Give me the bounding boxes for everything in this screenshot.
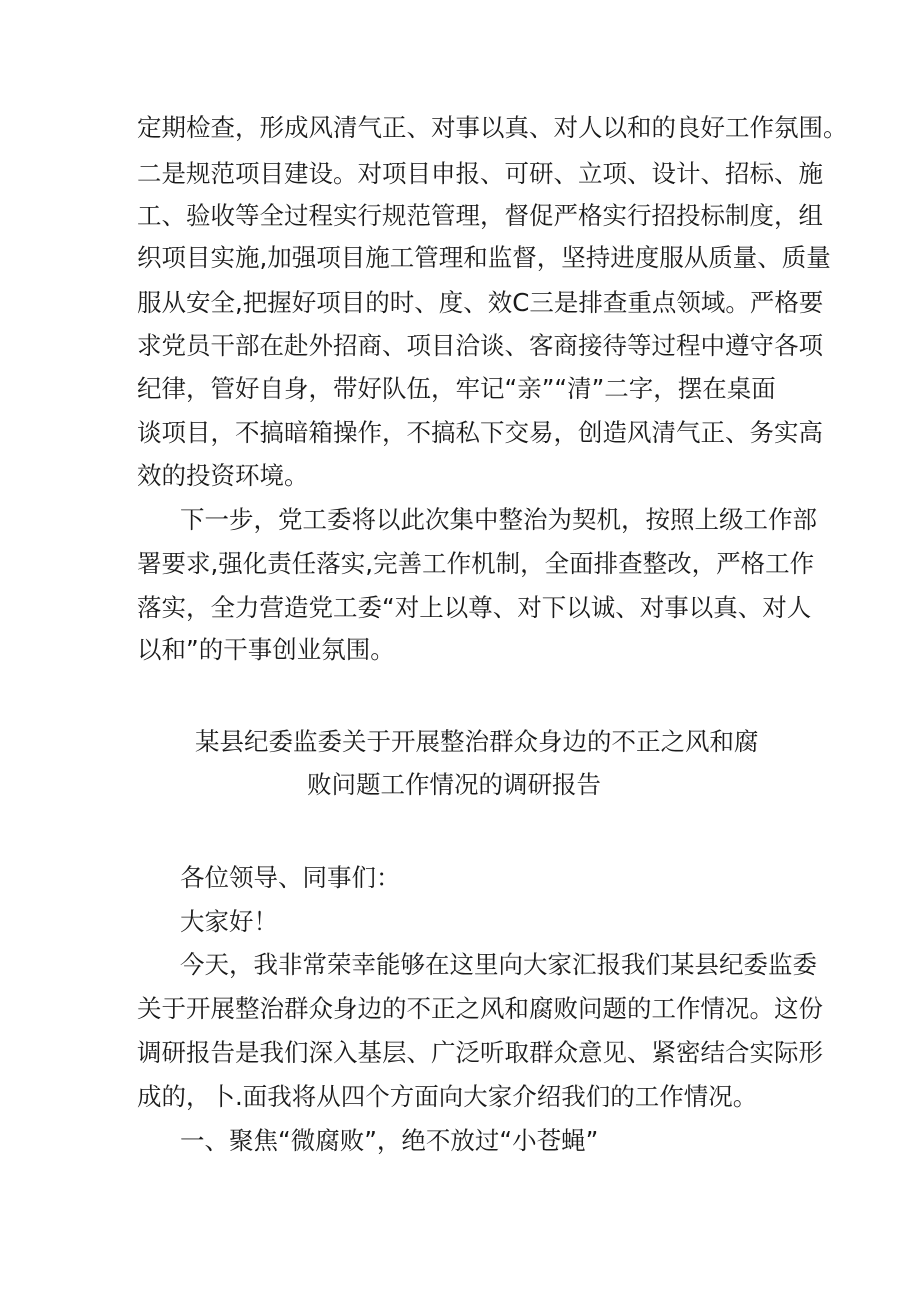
paragraph-2-line-1: 下一步，党工委将以此次集中整治为契机，按照上级工作部 [180, 505, 817, 534]
paragraph-2-line-2: 署要求,强化责任落实,完善工作机制，全面排查整改，严格工作 [137, 549, 815, 578]
paragraph-2-line-4: 以和”的干事创业氛围。 [137, 635, 395, 664]
greeting: 大家好！ [180, 907, 278, 936]
paragraph-2-line-3: 落实，全力营造党工委“对上以尊、对下以诚、对事以真、对人 [137, 593, 812, 622]
paragraph-1-line-8: 谈项目，不搞暗箱操作，不搞私下交易，创造风清气正、务实高 [137, 418, 823, 447]
paragraph-1-line-7: 纪律，管好自身，带好队伍，牢记“亲”“清”二字，摆在桌面 [137, 374, 776, 403]
paragraph-3-line-2: 关于开展整治群众身边的不正之风和腐败问题的工作情况。这份 [137, 994, 823, 1023]
report-title-line-1: 某县纪委监委关于开展整治群众身边的不正之风和腐 [195, 727, 759, 756]
section-heading-1: 一、聚焦“微腐败”，绝不放过“小苍蝇” [180, 1126, 599, 1155]
salutation: 各位领导、同事们： [180, 863, 401, 892]
paragraph-1-line-1: 定期检查，形成风清气正、对事以真、对人以和的良好工作氛围。 [137, 113, 848, 142]
paragraph-3-line-3: 调研报告是我们深入基层、广泛听取群众意见、紧密结合实际形 [137, 1038, 823, 1067]
paragraph-3-line-1: 今天，我非常荣幸能够在这里向大家汇报我们某县纪委监委 [180, 950, 817, 979]
paragraph-1-line-5: 服从安全,把握好项目的时、度、效C三是排查重点领域。严格要 [137, 288, 824, 317]
paragraph-1-line-3: 工、验收等全过程实行规范管理，督促严格实行招投标制度，组 [137, 201, 823, 230]
report-title-line-2: 败问题工作情况的调研报告 [307, 770, 601, 799]
paragraph-3-line-4: 成的，卜.面我将从四个方面向大家介绍我们的工作情况。 [137, 1082, 758, 1111]
paragraph-1-line-4: 织项目实施,加强项目施工管理和监督，坚持进度服从质量、质量 [137, 243, 831, 272]
paragraph-1-line-2: 二是规范项目建设。对项目申报、可研、立项、设计、招标、施 [137, 159, 823, 188]
paragraph-1-line-9: 效的投资环境。 [137, 461, 309, 490]
paragraph-1-line-6: 求党员干部在赴外招商、项目洽谈、客商接待等过程中遵守各项 [137, 331, 823, 360]
